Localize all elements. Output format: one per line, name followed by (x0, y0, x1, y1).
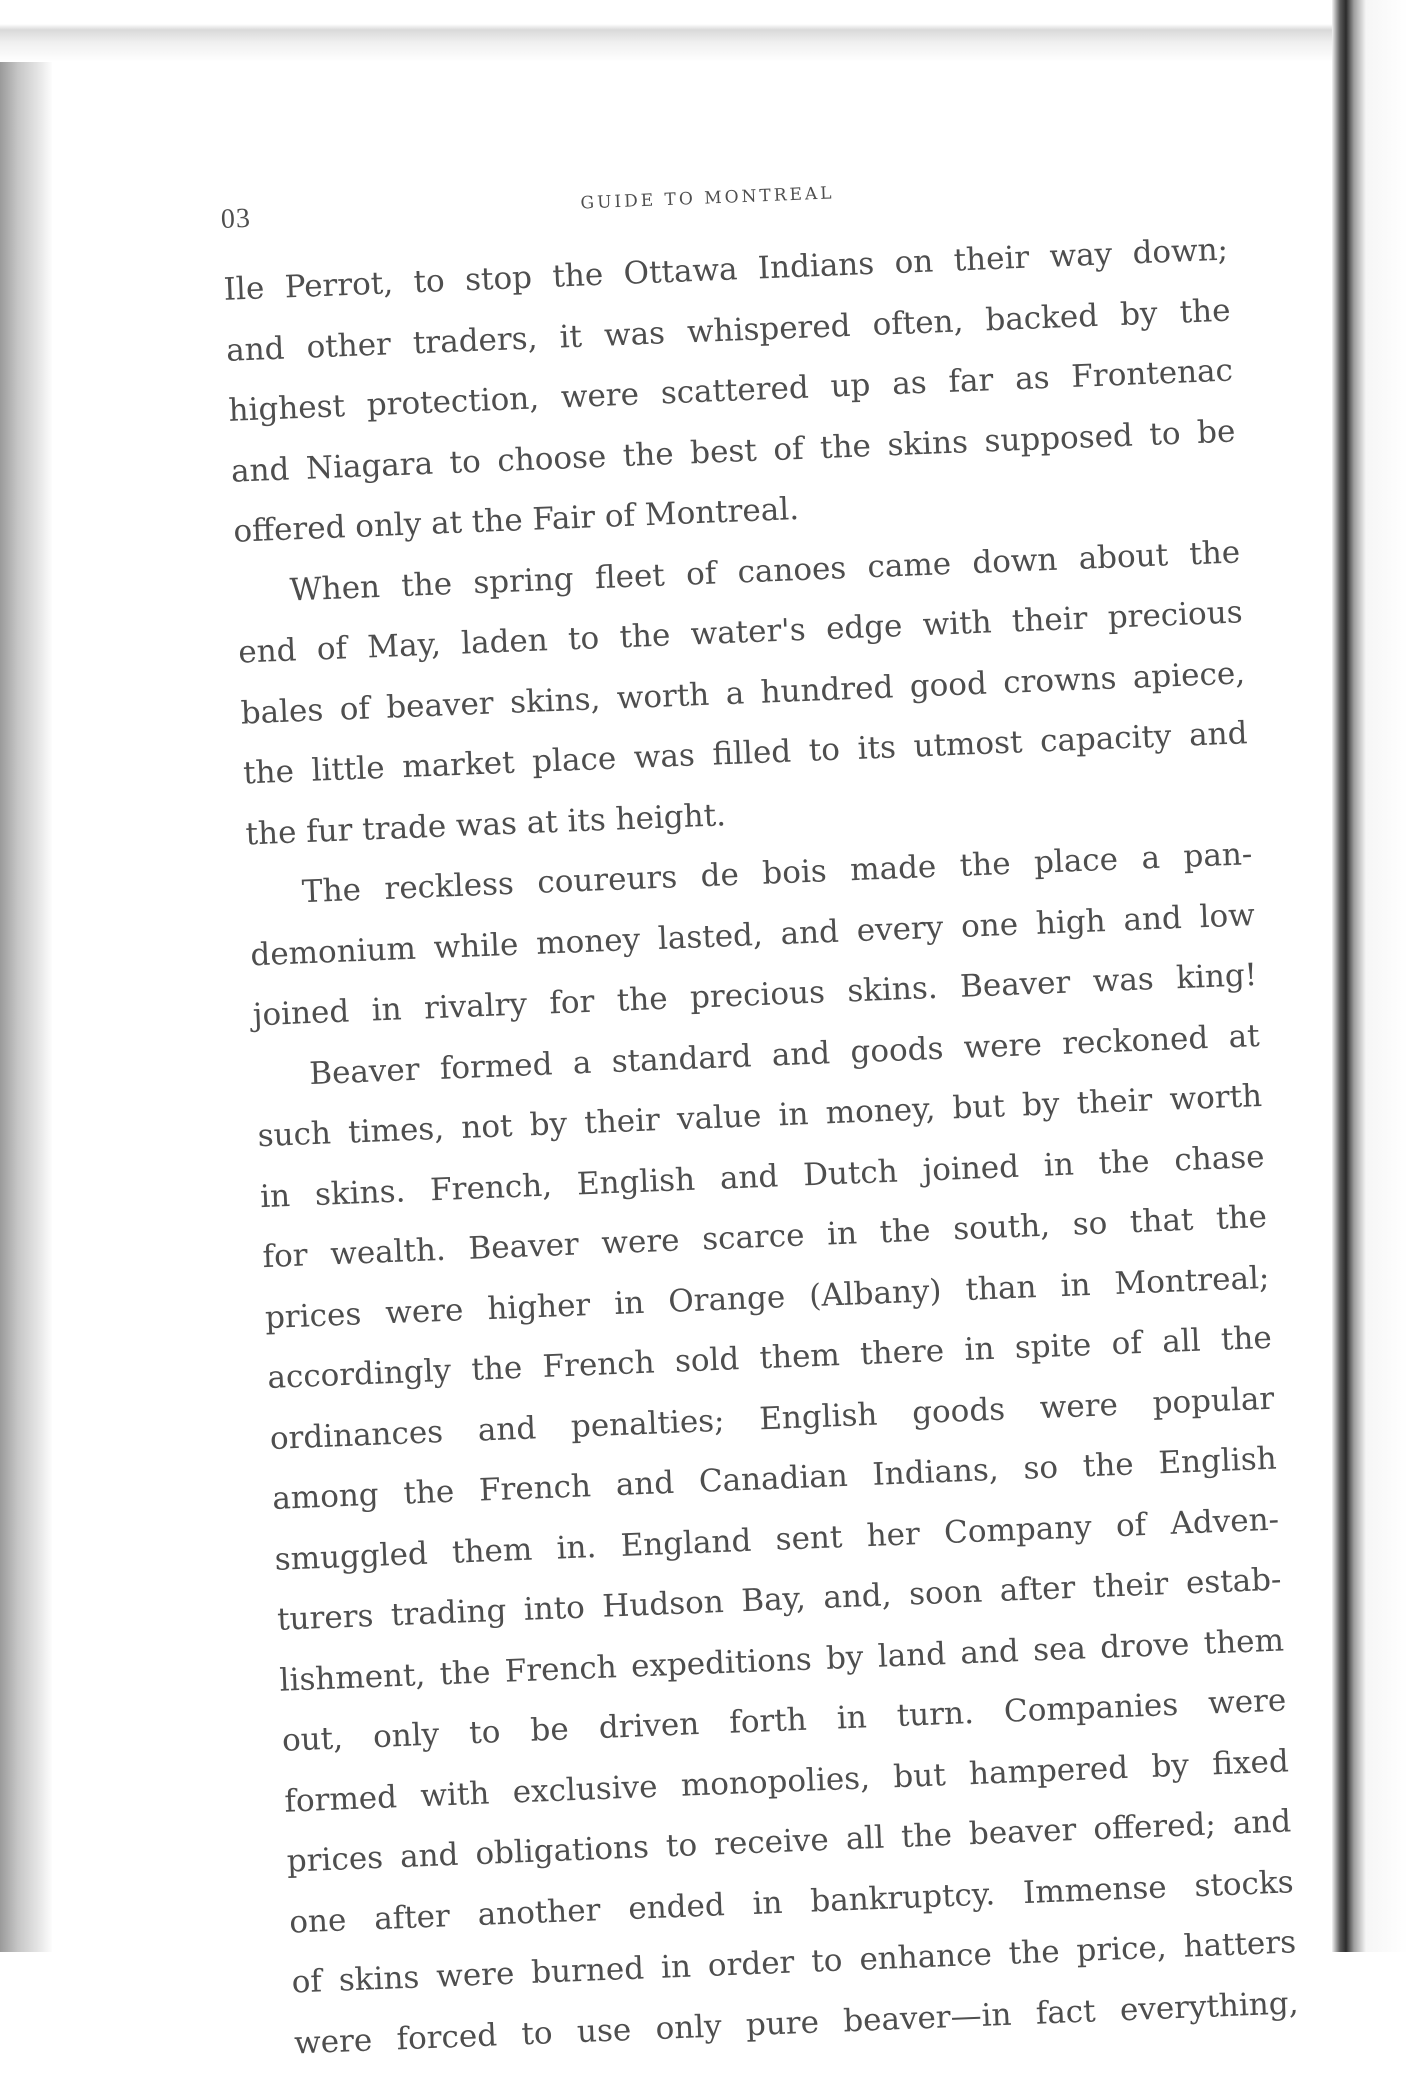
text-line: were forced to use only pure beaver—in fact everything, (293, 1984, 1300, 2061)
text-line: end of May, laden to the water's edge with their precious (237, 594, 1244, 671)
text-line: one after another ended in bankruptcy. Immense stocks (288, 1863, 1295, 1941)
text-line: ordinances and penalties; English goods were popular (269, 1380, 1275, 1457)
running-head: GUIDE TO MONTREAL (580, 183, 835, 214)
text-line: such times, not by their value in money, but by their worth (257, 1077, 1263, 1155)
book-page (220, 153, 1375, 2074)
text-line: bales of beaver skins, worth a hundred good crowns apiece, (240, 654, 1246, 732)
text-line: When the spring fleet of canoes came down about the (289, 533, 1241, 608)
text-line: offered only at the Fair of Montreal. (232, 491, 800, 550)
text-line: smuggled them in. England sent her Company of Adven- (274, 1501, 1280, 1578)
text-line: The reckless coureurs de bois made the place a pan- (301, 836, 1253, 911)
book-binding-edge (0, 0, 52, 1952)
text-line: Ile Perrot, to stop the Ottawa Indians on their way down; (223, 231, 1229, 308)
text-line: and other traders, it was whispered often, backed by the (225, 292, 1232, 369)
text-line: the fur trade was at its height. (244, 796, 727, 852)
text-line: the little market place was filled to its utmost capacity and (242, 715, 1249, 792)
text-line: formed with exclusive monopolies, but hampered by fixed (283, 1742, 1290, 1820)
text-line: highest protection, were scattered up as far as Frontenac (227, 352, 1234, 429)
text-line: and Niagara to choose the best of the skins supposed to be (230, 412, 1236, 490)
text-line: accordingly the French sold them there in spite of all the (266, 1319, 1273, 1397)
text-line: for wealth. Beaver were scarce in the south, so that the (261, 1198, 1268, 1276)
text-line: Beaver formed a standard and goods were reckoned at (308, 1017, 1261, 1092)
text-line: out, only to be driven forth in turn. Companies were (281, 1682, 1287, 1759)
page-number: 03 (220, 202, 252, 235)
text-line: demonium while money lasted, and every one high and low (249, 896, 1256, 973)
text-line: among the French and Canadian Indians, so the English (271, 1440, 1278, 1517)
text-line: lishment, the French expeditions by land and sea drove them (278, 1621, 1285, 1699)
text-line: in skins. French, English and Dutch joined in the chase (259, 1138, 1266, 1215)
body-text (223, 220, 1300, 2074)
text-line: turers trading into Hudson Bay, and, soon after their estab- (276, 1561, 1283, 1638)
text-line: joined in rivalry for the precious skins. Beaver was king! (252, 957, 1258, 1034)
page-top-edge (0, 0, 1408, 62)
text-line: prices and obligations to receive all the beaver offered; and (286, 1803, 1292, 1880)
text-line: of skins were burned in order to enhance the price, hatters (291, 1924, 1297, 2001)
text-line: prices were higher in Orange (Albany) than in Montreal; (264, 1259, 1270, 1336)
